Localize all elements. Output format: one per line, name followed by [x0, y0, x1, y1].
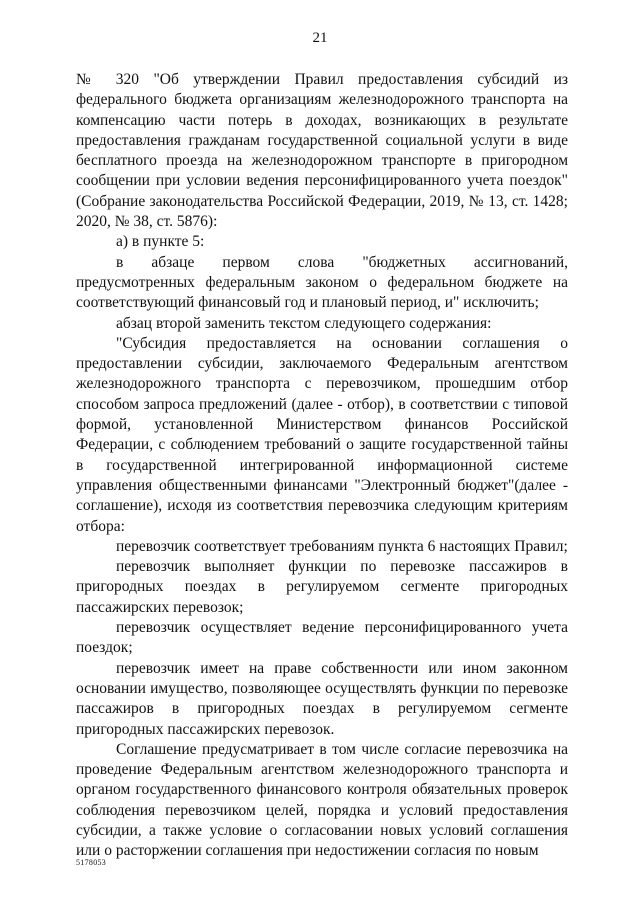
document-code: 5178053: [76, 858, 107, 867]
paragraph-resolution-320: № 320 "Об утверждении Правил предоставления субсидий из федерального бюджета организациям железнодорожного транспорта на компенсацию части потерь в доходах, возникающих в результате предоставления гражданам государственной социальной услуги в виде бесплатного проезда на железнодорожном транспорте в пригородном сообщении при условии ведения персонифицированного учета поездок" (Собрание законодательства Российской Федерации, 2019, № 13, ст. 1428; 2020, № 38, ст. 5876):: [76, 71, 568, 231]
paragraph-subsidy-text: "Субсидия предоставляется на основании соглашения о предоставлении субсидии, заключаемого Федеральным агентством железнодорожного транспорта с перевозчиком, прошедшим отбор способом запроса предложений (далее - отбор), в соответствии с типовой формой, установленной Министерством финансов Российской Федерации, с соблюдением требований о защите государственной тайны в государственной интегрированной информационной системе управления общественными финансами "Электронный бюджет"(далее - соглашение), исходя из соответствия перевозчика следующим критериям отбора:: [76, 334, 568, 535]
paragraph-first-abzac: в абзаце первом слова "бюджетных ассигнований, предусмотренных федеральным законом о федеральном бюджете на соответствующий финансовый год и плановый период, и" исключить;: [76, 253, 568, 312]
paragraph-criterion-4: перевозчик имеет на праве собственности или ином законном основании имущество, позволяющее осуществлять функции по перевозке пассажиров в пригородных поездах в регулируемом сегменте пригородных пассажирских перевозок.: [76, 659, 568, 738]
paragraph-criterion-3: перевозчик осуществляет ведение персонифицированного учета поездок;: [76, 619, 568, 657]
paragraph-criterion-1: перевозчик соответствует требованиям пункта 6 настоящих Правил;: [116, 537, 568, 555]
paragraph-second-abzac: абзац второй заменить текстом следующего содержания:: [116, 314, 492, 332]
paragraph-item-a: а) в пункте 5:: [116, 233, 205, 251]
document-body: [76, 70, 568, 862]
paragraph-criterion-2: перевозчик выполняет функции по перевозке пассажиров в пригородных поездах в регулируемом сегменте пригородных пассажирских перевозок;: [76, 558, 568, 616]
page-number: 21: [312, 30, 328, 46]
paragraph-agreement: Соглашение предусматривает в том числе согласие перевозчика на проведение Федеральным агентством железнодорожного транспорта и органом государственного финансового контроля обязательных проверок соблюдения перевозчиком целей, порядка и условий предоставления субсидии, а также условие о согласовании новых условий соглашения или о расторжении соглашения при недостижении согласия по новым: [76, 740, 568, 860]
